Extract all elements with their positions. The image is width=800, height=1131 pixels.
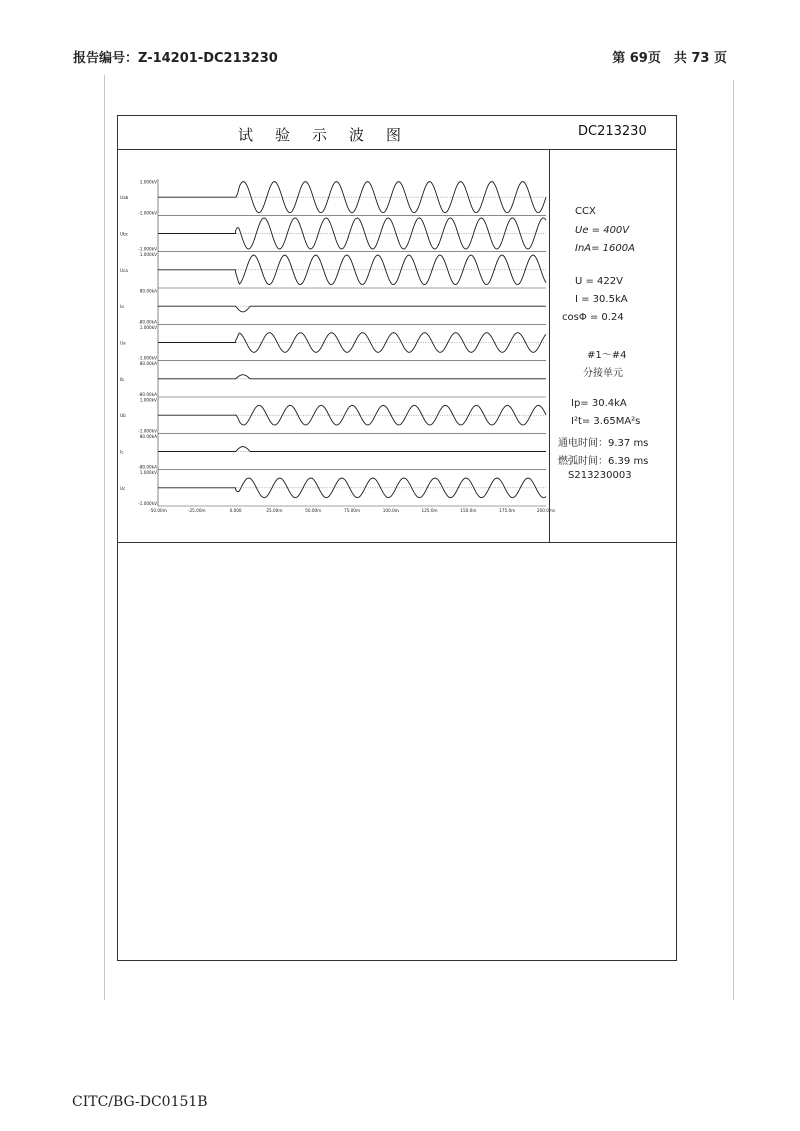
scan-edge-right [733,80,734,1000]
channel-bottom-label: -1.000kV [138,501,157,506]
channel-bottom-label: -80.00kA [138,319,157,325]
channel-bottom-label: -1.000kV [138,246,157,252]
channel-top-label: 80.00kA [139,433,157,439]
channel-bottom-label: -80.00kA [138,392,157,397]
channel-top-label: 1.000kV [139,470,157,476]
info-arc-time: 燃弧时间：6.39 ms [558,456,649,467]
x-tick-label: 25.00m [266,508,283,513]
info-i2t: I²t= 3.65MA²s [571,416,641,427]
x-tick-label: 75.00m [343,508,361,513]
panel-title: 试验示波图 [238,126,424,144]
info-type: CCX [575,206,596,217]
info-peak-current: Ip= 30.4kA [571,398,627,409]
info-power-factor: cosΦ = 0.24 [562,312,624,323]
x-tick-label: 100.0m [382,508,399,513]
x-tick-label: 200.0ms [536,508,556,513]
x-tick-label: -25.00m [188,508,206,513]
info-current: I = 30.5kA [575,294,628,305]
oscillogram-panel [117,115,677,961]
channel-bottom-label: -1.000kV [138,210,157,216]
channel-top-label: 80.00kA [139,361,157,367]
scan-edge-left [104,75,105,1000]
footer-doc-code: CITC/BG-DC0151B [72,1094,208,1110]
oscillogram-chart [118,149,556,542]
channel-name: Uab [120,195,129,201]
channel-bottom-label: -1.000kV [138,355,157,361]
channel-top-label: 1.000kV [139,324,157,330]
channel-name: Ic [120,449,124,455]
channel-bottom-label: -80.00kA [138,464,157,470]
info-conduct-time: 通电时间：9.37 ms [558,438,649,449]
panel-code: DC213230 [578,124,647,139]
channel-name: Ubc [120,231,129,237]
channel-name: Uc [120,485,126,491]
info-rated-current: InA= 1600A [575,243,635,254]
info-rated-voltage: Ue = 400V [575,225,630,236]
info-voltage: U = 422V [575,276,623,287]
info-serial: S213230003 [568,470,632,481]
waveform-trace [158,375,546,379]
channel-top-label: 1.000kV [139,179,157,185]
x-tick-label: 150.0m [460,508,477,513]
waveform-trace [158,447,546,452]
report-number: 报告编号：Z-14201-DC213230 [73,51,278,66]
info-units-range: #1～#4 [587,350,627,361]
channel-top-label: 80.00kA [139,288,157,294]
x-tick-label: -50.00m [149,508,167,513]
title-row [118,116,676,150]
channel-bottom-label: -1.000kV [138,428,157,434]
x-tick-label: 125.0m [421,508,438,513]
page-info: 第 69页 共 73 页 [612,51,727,66]
channel-name: Ua [120,340,126,346]
channel-top-label: 1.000kV [139,252,157,258]
channel-name: Uca [120,267,128,273]
x-tick-label: 50.00m [305,508,322,513]
x-tick-label: 0.000 [229,508,242,513]
channel-top-label: 1.000kV [139,397,157,403]
info-units-label: 分接单元 [583,368,623,379]
channel-name: Ib [120,376,124,382]
waveform-trace [158,306,546,312]
channel-name: Ia [120,304,124,310]
x-tick-label: 175.0m [499,508,516,513]
channel-name: Ub [120,413,126,419]
test-info [549,149,679,542]
